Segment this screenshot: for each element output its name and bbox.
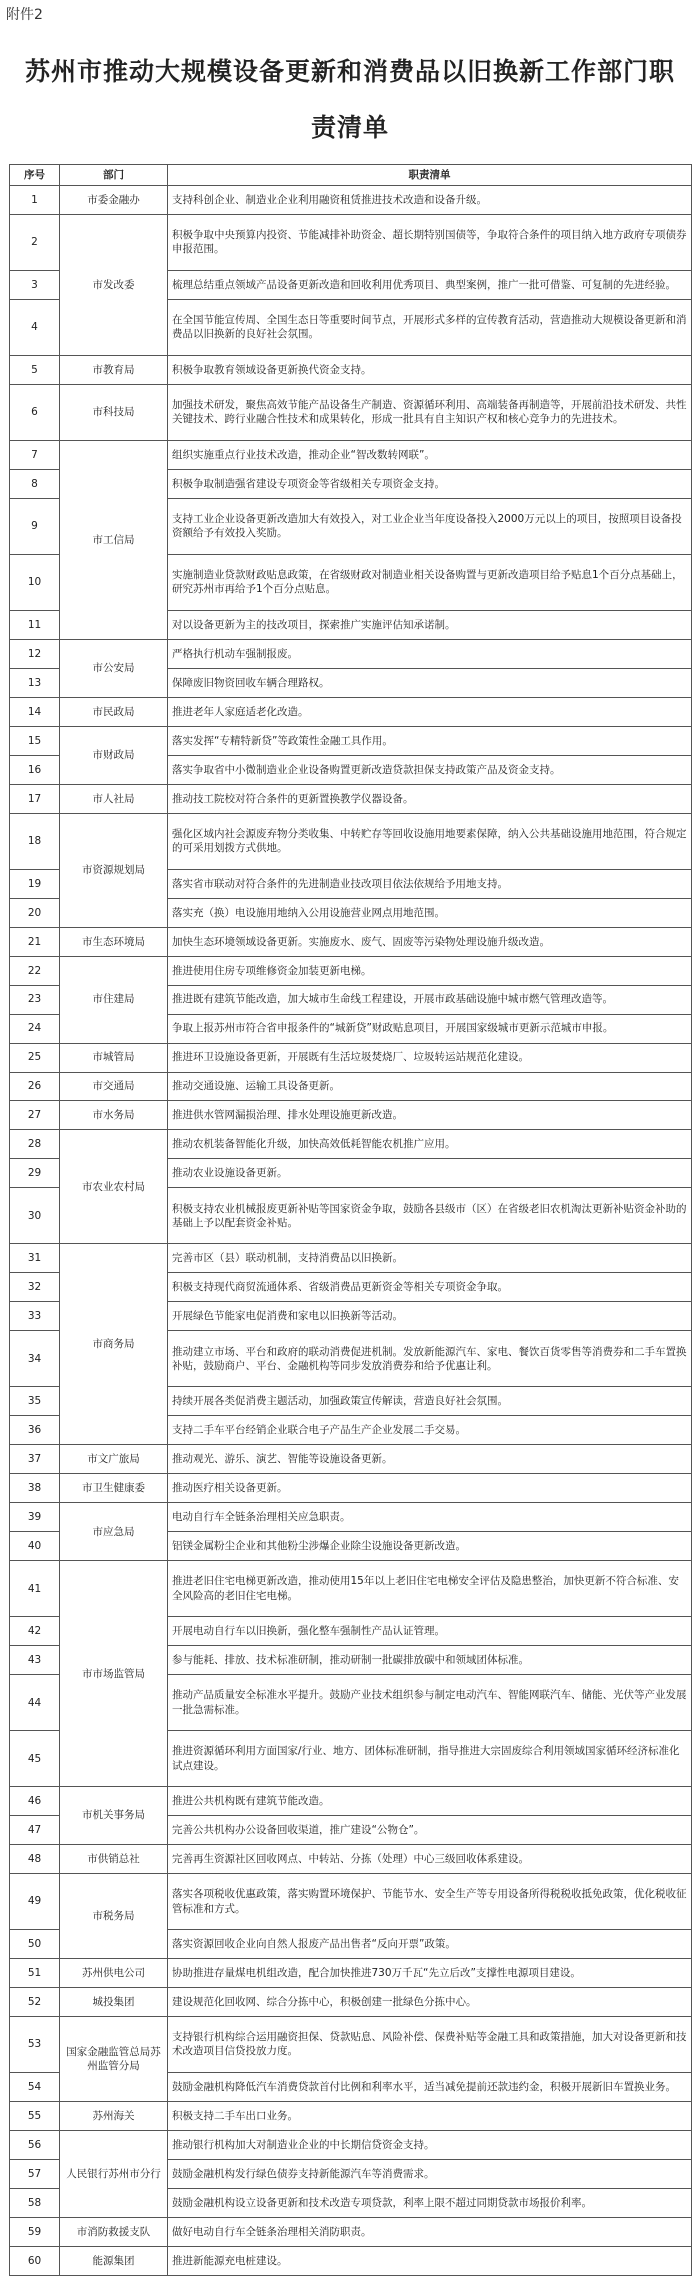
row-number: 22 xyxy=(10,956,60,985)
duty-cell: 积极争取制造强省建设专项资金等省级相关专项资金支持。 xyxy=(168,469,692,498)
duty-cell: 积极支持现代商贸流通体系、省级消费品更新资金等相关专项资金争取。 xyxy=(168,1273,692,1302)
duty-cell: 对以设备更新为主的技改项目，探索推广实施评估知承诺制。 xyxy=(168,610,692,639)
duty-cell: 加强技术研发，聚焦高效节能产品设备生产制造、资源循环利用、高端装备再制造等，开展前沿技术研发、共性关键技术、跨行业融合性技术和成果转化，形成一批具有自主知识产权和核心竞争力的先进技术。 xyxy=(168,384,692,440)
row-number: 59 xyxy=(10,2217,60,2246)
department-cell: 市人社局 xyxy=(60,784,168,813)
duty-cell: 推动产品质量安全标准水平提升。鼓励产业技术组织参与制定电动汽车、智能网联汽车、储能、光伏等产业发展一批急需标准。 xyxy=(168,1675,692,1731)
table-row xyxy=(10,1987,692,2016)
table-row xyxy=(10,1130,692,1159)
duty-cell: 推动建立市场、平台和政府的联动消费促进机制。发放新能源汽车、家电、餐饮百货零售等消费券和二手车置换补贴，鼓励商户、平台、金融机构等同步发放消费券和给予优惠让利。 xyxy=(168,1331,692,1387)
row-number: 2 xyxy=(10,214,60,270)
department-cell: 苏州海关 xyxy=(60,2101,168,2130)
duty-cell: 落实发挥“专精特新贷”等政策性金融工具作用。 xyxy=(168,726,692,755)
department-cell: 市城管局 xyxy=(60,1043,168,1072)
duty-cell: 落实争取省中小微制造业企业设备购置更新改造贷款担保支持政策产品及资金支持。 xyxy=(168,755,692,784)
department-cell: 市应急局 xyxy=(60,1503,168,1561)
row-number: 56 xyxy=(10,2130,60,2159)
duty-cell: 落实省市联动对符合条件的先进制造业技改项目依法依规给予用地支持。 xyxy=(168,869,692,898)
duty-cell: 推进老年人家庭适老化改造。 xyxy=(168,697,692,726)
duty-cell: 积极支持二手车出口业务。 xyxy=(168,2101,692,2130)
department-cell: 市水务局 xyxy=(60,1101,168,1130)
department-cell: 市公安局 xyxy=(60,639,168,697)
table-row xyxy=(10,1072,692,1101)
table-row xyxy=(10,956,692,985)
duty-cell: 完善再生资源社区回收网点、中转站、分拣（处理）中心三级回收体系建设。 xyxy=(168,1845,692,1874)
table-row xyxy=(10,2246,692,2275)
table-row xyxy=(10,1561,692,1617)
row-number: 7 xyxy=(10,440,60,469)
department-cell: 市机关事务局 xyxy=(60,1787,168,1845)
row-number: 32 xyxy=(10,1273,60,1302)
row-number: 25 xyxy=(10,1043,60,1072)
table-row xyxy=(10,1959,692,1988)
row-number: 41 xyxy=(10,1561,60,1617)
duty-cell: 推进使用住房专项维修资金加装更新电梯。 xyxy=(168,956,692,985)
attachment-label: 附件2 xyxy=(6,7,43,23)
duty-cell: 完善公共机构办公设备回收渠道，推广建设“公物仓”。 xyxy=(168,1816,692,1845)
duty-cell: 支持二手车平台经销企业联合电子产品生产企业发展二手交易。 xyxy=(168,1416,692,1445)
department-cell: 市生态环境局 xyxy=(60,927,168,956)
row-number: 26 xyxy=(10,1072,60,1101)
table-row xyxy=(10,697,692,726)
duty-cell: 开展电动自行车以旧换新，强化整车强制性产品认证管理。 xyxy=(168,1617,692,1646)
duty-cell: 支持科创企业、制造业企业利用融资租赁推进技术改造和设备升级。 xyxy=(168,186,692,215)
duty-cell: 推进公共机构既有建筑节能改造。 xyxy=(168,1787,692,1816)
row-number: 31 xyxy=(10,1244,60,1273)
duty-cell: 推进供水管网漏损治理、排水处理设施更新改造。 xyxy=(168,1101,692,1130)
table-row xyxy=(10,1101,692,1130)
duty-cell: 电动自行车全链条治理相关应急职责。 xyxy=(168,1503,692,1532)
duty-cell: 推进老旧住宅电梯更新改造，推动使用15年以上老旧住宅电梯安全评估及隐患整治，加快更新不符合标准、安全风险高的老旧住宅电梯。 xyxy=(168,1561,692,1617)
row-number: 5 xyxy=(10,355,60,384)
duty-cell: 推动交通设施、运输工具设备更新。 xyxy=(168,1072,692,1101)
department-cell: 城投集团 xyxy=(60,1987,168,2016)
department-cell: 市市场监管局 xyxy=(60,1561,168,1787)
table-row xyxy=(10,384,692,440)
row-number: 55 xyxy=(10,2101,60,2130)
row-number: 12 xyxy=(10,639,60,668)
duty-cell: 推动技工院校对符合条件的更新置换教学仪器设备。 xyxy=(168,784,692,813)
row-number: 24 xyxy=(10,1014,60,1043)
header-no: 序号 xyxy=(10,165,60,186)
department-cell: 市民政局 xyxy=(60,697,168,726)
header-duty: 职责清单 xyxy=(168,165,692,186)
duty-cell: 持续开展各类促消费主题活动，加强政策宣传解读，营造良好社会氛围。 xyxy=(168,1387,692,1416)
duty-cell: 组织实施重点行业技术改造，推动企业“智改数转网联”。 xyxy=(168,440,692,469)
row-number: 53 xyxy=(10,2016,60,2072)
duty-cell: 参与能耗、排放、技术标准研制，推动研制一批碳排放碳中和领域团体标准。 xyxy=(168,1646,692,1675)
row-number: 39 xyxy=(10,1503,60,1532)
table-row xyxy=(10,440,692,469)
table-row xyxy=(10,214,692,270)
title-line-1: 苏州市推动大规模设备更新和消费品以旧换新工作部门职 xyxy=(24,57,675,86)
duty-cell: 积极争取中央预算内投资、节能减排补助资金、超长期特别国债等，争取符合条件的项目纳入地方政府专项债券申报范围。 xyxy=(168,214,692,270)
row-number: 48 xyxy=(10,1845,60,1874)
duty-cell: 推进既有建筑节能改造，加大城市生命线工程建设，开展市政基础设施中城市燃气管理改造等。 xyxy=(168,985,692,1014)
row-number: 35 xyxy=(10,1387,60,1416)
department-cell: 市农业农村局 xyxy=(60,1130,168,1244)
department-cell: 市卫生健康委 xyxy=(60,1474,168,1503)
duty-cell: 推动医疗相关设备更新。 xyxy=(168,1474,692,1503)
duty-cell: 推进新能源充电桩建设。 xyxy=(168,2246,692,2275)
duty-cell: 争取上报苏州市符合省申报条件的“城新贷”财政贴息项目，开展国家级城市更新示范城市申报。 xyxy=(168,1014,692,1043)
duty-cell: 积极支持农业机械报废更新补贴等国家资金争取，鼓励各县级市（区）在省级老旧农机淘汰更新补贴资金补助的基础上予以配套资金补贴。 xyxy=(168,1188,692,1244)
row-number: 19 xyxy=(10,869,60,898)
row-number: 34 xyxy=(10,1331,60,1387)
table-row xyxy=(10,1244,692,1273)
table-row xyxy=(10,186,692,215)
row-number: 16 xyxy=(10,755,60,784)
row-number: 11 xyxy=(10,610,60,639)
department-cell: 人民银行苏州市分行 xyxy=(60,2130,168,2217)
duty-cell: 推进环卫设施设备更新，开展既有生活垃圾焚烧厂、垃圾转运站规范化建设。 xyxy=(168,1043,692,1072)
row-number: 23 xyxy=(10,985,60,1014)
table-row xyxy=(10,2101,692,2130)
department-cell: 市发改委 xyxy=(60,214,168,355)
row-number: 43 xyxy=(10,1646,60,1675)
row-number: 60 xyxy=(10,2246,60,2275)
table-row xyxy=(10,927,692,956)
duty-cell: 推动农机装备智能化升级，加快高效低耗智能农机推广应用。 xyxy=(168,1130,692,1159)
row-number: 57 xyxy=(10,2159,60,2188)
row-number: 13 xyxy=(10,668,60,697)
department-cell: 市供销总社 xyxy=(60,1845,168,1874)
table-header-row xyxy=(10,165,692,186)
department-cell: 能源集团 xyxy=(60,2246,168,2275)
row-number: 17 xyxy=(10,784,60,813)
department-cell: 市文广旅局 xyxy=(60,1445,168,1474)
duty-cell: 鼓励金融机构发行绿色债券支持新能源汽车等消费需求。 xyxy=(168,2159,692,2188)
row-number: 6 xyxy=(10,384,60,440)
department-cell: 市消防救援支队 xyxy=(60,2217,168,2246)
duty-cell: 落实充（换）电设施用地纳入公用设施营业网点用地范围。 xyxy=(168,898,692,927)
duty-cell: 鼓励金融机构设立设备更新和技术改造专项贷款，利率上限不超过同期贷款市场报价利率。 xyxy=(168,2188,692,2217)
document-title xyxy=(0,44,700,156)
department-cell: 市科技局 xyxy=(60,384,168,440)
row-number: 45 xyxy=(10,1731,60,1787)
title-line-2: 责清单 xyxy=(310,113,389,142)
duty-cell: 落实资源回收企业向自然人报废产品出售者“反向开票”政策。 xyxy=(168,1930,692,1959)
duty-cell: 支持银行机构综合运用融资担保、贷款贴息、风险补偿、保费补贴等金融工具和政策措施，加大对设备更新和技术改造项目信贷投放力度。 xyxy=(168,2016,692,2072)
row-number: 44 xyxy=(10,1675,60,1731)
row-number: 14 xyxy=(10,697,60,726)
table-row xyxy=(10,639,692,668)
duty-cell: 铝镁金属粉尘企业和其他粉尘涉爆企业除尘设施设备更新改造。 xyxy=(168,1532,692,1561)
duty-cell: 加快生态环境领域设备更新。实施废水、废气、固废等污染物处理设施升级改造。 xyxy=(168,927,692,956)
table-row xyxy=(10,1787,692,1816)
row-number: 38 xyxy=(10,1474,60,1503)
duty-cell: 在全国节能宣传周、全国生态日等重要时间节点，开展形式多样的宣传教育活动，营造推动大规模设备更新和消费品以旧换新的良好社会氛围。 xyxy=(168,299,692,355)
table-row xyxy=(10,2016,692,2072)
table-row xyxy=(10,813,692,869)
duty-cell: 协助推进存量煤电机组改造，配合加快推进730万千瓦“先立后改”支撑性电源项目建设。 xyxy=(168,1959,692,1988)
department-cell: 市财政局 xyxy=(60,726,168,784)
department-cell: 市工信局 xyxy=(60,440,168,639)
duty-cell: 实施制造业贷款财政贴息政策，在省级财政对制造业相关设备购置与更新改造项目给予贴息1个百分点基础上，研究苏州市再给予1个百分点贴息。 xyxy=(168,554,692,610)
row-number: 40 xyxy=(10,1532,60,1561)
row-number: 49 xyxy=(10,1874,60,1930)
row-number: 58 xyxy=(10,2188,60,2217)
duty-table xyxy=(9,164,692,2276)
duty-cell: 严格执行机动车强制报废。 xyxy=(168,639,692,668)
table-row xyxy=(10,1474,692,1503)
row-number: 9 xyxy=(10,498,60,554)
table-row xyxy=(10,2217,692,2246)
row-number: 18 xyxy=(10,813,60,869)
row-number: 30 xyxy=(10,1188,60,1244)
row-number: 36 xyxy=(10,1416,60,1445)
table-row xyxy=(10,726,692,755)
duty-cell: 支持工业企业设备更新改造加大有效投入，对工业企业当年度设备投入2000万元以上的项目，按照项目设备投资额给予有效投入奖励。 xyxy=(168,498,692,554)
department-cell: 市交通局 xyxy=(60,1072,168,1101)
row-number: 28 xyxy=(10,1130,60,1159)
department-cell: 市税务局 xyxy=(60,1874,168,1959)
row-number: 46 xyxy=(10,1787,60,1816)
duty-cell: 梳理总结重点领域产品设备更新改造和回收利用优秀项目、典型案例，推广一批可借鉴、可复制的先进经验。 xyxy=(168,270,692,299)
row-number: 20 xyxy=(10,898,60,927)
row-number: 27 xyxy=(10,1101,60,1130)
row-number: 3 xyxy=(10,270,60,299)
duty-cell: 鼓励金融机构降低汽车消费贷款首付比例和利率水平，适当减免提前还款违约金，积极开展新旧车置换业务。 xyxy=(168,2072,692,2101)
department-cell: 市商务局 xyxy=(60,1244,168,1445)
duty-cell: 完善市区（县）联动机制，支持消费品以旧换新。 xyxy=(168,1244,692,1273)
table-body xyxy=(10,186,692,2276)
duty-cell: 推动农业设施设备更新。 xyxy=(168,1159,692,1188)
table-row xyxy=(10,1445,692,1474)
department-cell: 国家金融监管总局苏州监管分局 xyxy=(60,2016,168,2101)
duty-cell: 推进资源循环利用方面国家/行业、地方、团体标准研制，指导推进大宗固废综合利用领域国家循环经济标准化试点建设。 xyxy=(168,1731,692,1787)
row-number: 1 xyxy=(10,186,60,215)
department-cell: 苏州供电公司 xyxy=(60,1959,168,1988)
duty-cell: 建设规范化回收网、综合分拣中心，积极创建一批绿色分拣中心。 xyxy=(168,1987,692,2016)
table-row xyxy=(10,1043,692,1072)
table-row xyxy=(10,1845,692,1874)
row-number: 33 xyxy=(10,1302,60,1331)
duty-cell: 强化区域内社会源废弃物分类收集、中转贮存等回收设施用地要素保障，纳入公共基础设施用地范围，符合规定的可采用划拨方式供地。 xyxy=(168,813,692,869)
table-row xyxy=(10,2130,692,2159)
table-row xyxy=(10,784,692,813)
table-row xyxy=(10,355,692,384)
duty-cell: 做好电动自行车全链条治理相关消防职责。 xyxy=(168,2217,692,2246)
duty-cell: 保障废旧物资回收车辆合理路权。 xyxy=(168,668,692,697)
row-number: 21 xyxy=(10,927,60,956)
department-cell: 市住建局 xyxy=(60,956,168,1043)
duty-cell: 开展绿色节能家电促消费和家电以旧换新等活动。 xyxy=(168,1302,692,1331)
row-number: 51 xyxy=(10,1959,60,1988)
row-number: 47 xyxy=(10,1816,60,1845)
row-number: 42 xyxy=(10,1617,60,1646)
row-number: 8 xyxy=(10,469,60,498)
duty-cell: 落实各项税收优惠政策，落实购置环境保护、节能节水、安全生产等专用设备所得税税收抵免政策，优化税收征管标准和方式。 xyxy=(168,1874,692,1930)
row-number: 4 xyxy=(10,299,60,355)
row-number: 52 xyxy=(10,1987,60,2016)
row-number: 37 xyxy=(10,1445,60,1474)
table-row xyxy=(10,1503,692,1532)
row-number: 10 xyxy=(10,554,60,610)
row-number: 15 xyxy=(10,726,60,755)
row-number: 54 xyxy=(10,2072,60,2101)
duty-cell: 推动观光、游乐、演艺、智能等设施设备更新。 xyxy=(168,1445,692,1474)
department-cell: 市教育局 xyxy=(60,355,168,384)
department-cell: 市资源规划局 xyxy=(60,813,168,927)
department-cell: 市委金融办 xyxy=(60,186,168,215)
table-row xyxy=(10,1874,692,1930)
header-dept: 部门 xyxy=(60,165,168,186)
row-number: 50 xyxy=(10,1930,60,1959)
duty-cell: 推动银行机构加大对制造业企业的中长期信贷资金支持。 xyxy=(168,2130,692,2159)
row-number: 29 xyxy=(10,1159,60,1188)
duty-cell: 积极争取教育领域设备更新换代资金支持。 xyxy=(168,355,692,384)
